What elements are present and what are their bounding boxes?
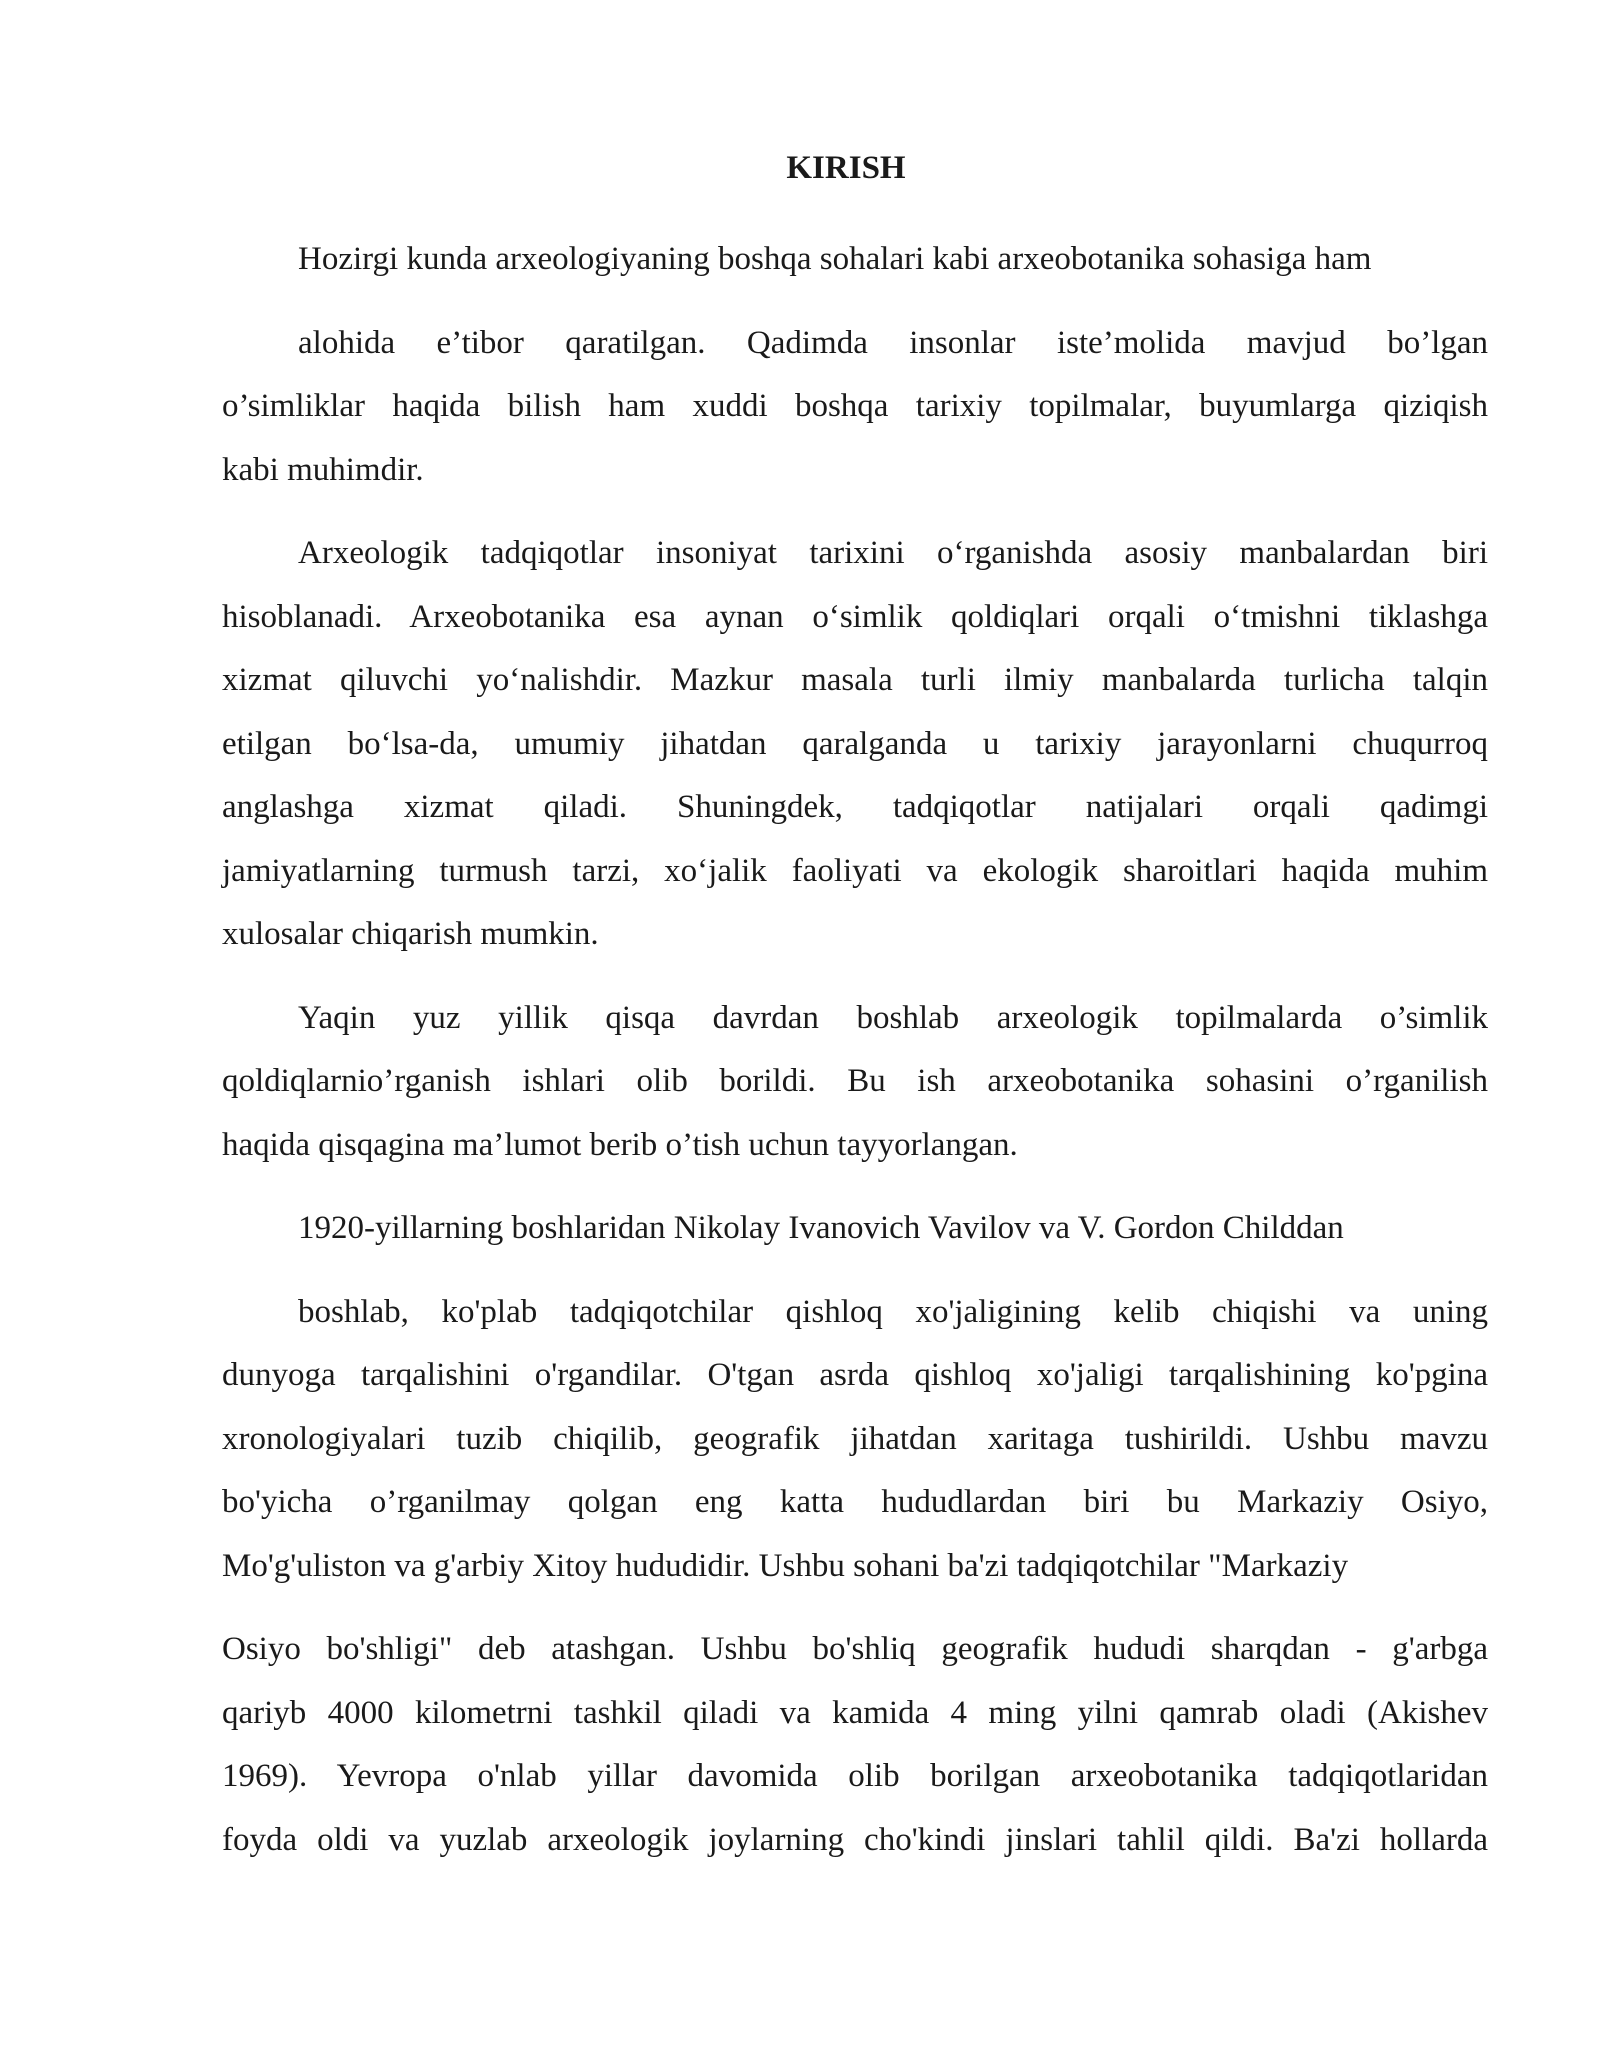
text-line: jamiyatlarning turmush tarzi, xo‘jalik faoliyati va ekologik sharoitlari haqida muhim — [222, 852, 1488, 889]
text-line: foyda oldi va yuzlab arxeologik joylarning cho'kindi jinslari tahlil qildi. Ba'zi hollarda — [222, 1821, 1488, 1858]
text-line: anglashga xizmat qiladi. Shuningdek, tadqiqotlar natijalari orqali qadimgi — [222, 789, 1488, 825]
section-title: KIRISH — [786, 150, 906, 186]
text-line: bo'yicha o’rganilmay qolgan eng katta hududlardan biri bu Markaziy Osiyo, — [222, 1484, 1488, 1520]
text-line: 1920-yillarning boshlaridan Nikolay Ivanovich Vavilov va V. Gordon Childdan — [298, 1210, 1344, 1246]
text-line: qoldiqlarnio’rganish ishlari olib borildi. Bu ish arxeobotanika sohasini o’rganilish — [222, 1063, 1488, 1099]
text-line: qariyb 4000 kilometrni tashkil qiladi va kamida 4 ming yilni qamrab oladi (Akishev — [222, 1694, 1488, 1731]
text-line: xulosalar chiqarish mumkin. — [222, 916, 599, 952]
text-line: kabi muhimdir. — [222, 451, 424, 488]
text-line: boshlab, ko'plab tadqiqotchilar qishloq xo'jaligining kelib chiqishi va uning — [298, 1293, 1488, 1330]
text-line: xizmat qiluvchi yo‘nalishdir. Mazkur masala turli ilmiy manbalarda turlicha talqin — [222, 662, 1488, 698]
text-line: dunyoga tarqalishini o'rgandilar. O'tgan asrda qishloq xo'jaligi tarqalishining ko'pgina — [222, 1357, 1488, 1393]
text-line: alohida e’tibor qaratilgan. Qadimda insonlar iste’molida mavjud bo’lgan — [298, 324, 1488, 361]
text-line: hisoblanadi. Arxeobotanika esa aynan o‘simlik qoldiqlari orqali o‘tmishni tiklashga — [222, 598, 1488, 635]
text-line: Osiyo bo'shligi" deb atashgan. Ushbu bo'shliq geografik hududi sharqdan - g'arbga — [222, 1631, 1488, 1667]
text-line: o’simliklar haqida bilish ham xuddi boshqa tarixiy topilmalar, buyumlarga qiziqish — [222, 388, 1488, 424]
text-line: haqida qisqagina ma’lumot berib o’tish uchun tayyorlangan. — [222, 1126, 1018, 1163]
document-body — [222, 228, 1488, 1872]
text-line: Arxeologik tadqiqotlar insoniyat tarixini o‘rganishda asosiy manbalardan biri — [298, 535, 1488, 571]
text-line: Mo'g'uliston va g'arbiy Xitoy hududidir. Ushbu sohani ba'zi tadqiqotchilar "Markaziy — [222, 1547, 1349, 1584]
text-line: etilgan bo‘lsa-da, umumiy jihatdan qaralganda u tarixiy jarayonlarni chuqurroq — [222, 725, 1488, 762]
text-line: 1969). Yevropa o'nlab yillar davomida olib borilgan arxeobotanika tadqiqotlaridan — [222, 1758, 1488, 1794]
text-line: Hozirgi kunda arxeologiyaning boshqa sohalari kabi arxeobotanika sohasiga ham — [298, 241, 1372, 277]
text-line: xronologiyalari tuzib chiqilib, geografik jihatdan xaritaga tushirildi. Ushbu mavzu — [222, 1420, 1488, 1457]
text-line: Yaqin yuz yillik qisqa davrdan boshlab arxeologik topilmalarda o’simlik — [298, 999, 1488, 1036]
